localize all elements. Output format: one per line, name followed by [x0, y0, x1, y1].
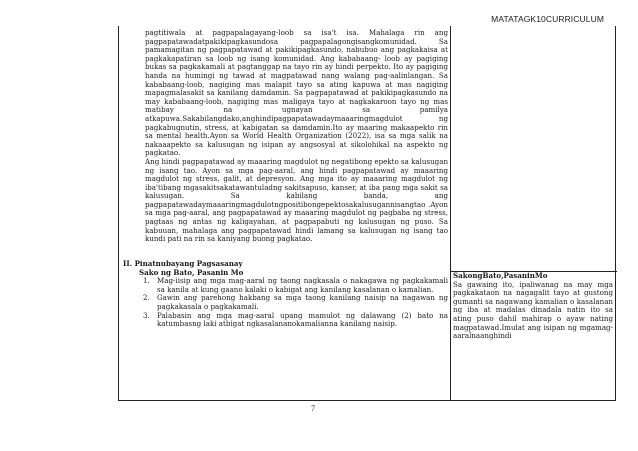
step-number: 1. [143, 276, 150, 286]
step-text: Gawin ang parehong hakbang sa mga taong kanilang naisip na nagawan ng pagkakasala o pagkakamali. [157, 293, 448, 311]
activity-title: Sako ng Bato, Pasanin Mo [139, 267, 244, 277]
activity-steps [119, 277, 448, 329]
section-title: II. Pinatnubayang Pagsasanay [123, 259, 243, 268]
curriculum-header: MATATAGK10CURRICULUM [491, 14, 604, 24]
list-item [119, 294, 448, 311]
notes-title: SakongBato,PasaninMo [453, 271, 548, 280]
list-item [119, 277, 448, 294]
lesson-table [118, 26, 616, 401]
step-text: Mag-iisip ang mga mag-aaral ng taong nagkasala o nakagawa ng pagkakamali sa kanila at kung gaano kalaki o kabigat ang kanilang kasalanan o kamalian. [157, 276, 448, 294]
page-number: 7 [311, 404, 315, 413]
notes-column [451, 26, 617, 400]
guided-practice-section [119, 260, 448, 329]
step-number: 2. [143, 293, 150, 303]
step-text: Palabasin ang mga mag-aaral upang mamulot ng dalawang (2) bato na katumbasng laki atbigat ngkasalananokamaliannа kanilang naisip. [157, 310, 448, 329]
discussion-text [145, 29, 448, 244]
notes-text: Sa gawaing ito, ipaliwanag na may mga pagkakataon na nagagalit tayo at gustong gumanti sa nagawang kamalian o kasalanan ng iba at madalas dinadala natin ito sa ating puso dahil mahirap o ayaw nating magpatawad.Imulat ang isipan ng mgamag-aaralnaanghindi [453, 279, 613, 341]
teacher-notes [453, 272, 613, 341]
paragraph-forgiveness-community: pagtitiwala at pagpapalagayang-loob sa isa't isa. Mahalaga rin ang pagpapatawadatpakikipagkasundosa pagpapalagongisangkomunidad. Sa pamamagitan ng pagpapatawad at pakikipagkasundo, nabubuo ang pagkakaisa at pagkakapatiran sa loob ng isang komunidad. Ang kababaang- loob ay pagiging bukas sa pagkakamali at pagtanggap na tayo rin ay hindi perpekto. Ito ay pagiging handa na humingi ng tawad at magpatawad nang walang pag-aalinlangan. Sa kababaang-loob, nagiging mas malapit tayo sa ating kapuwa at mas nagiging mapagmalasakit sa kanilang damdamin. Sa pagpapatawad at pakikipagkasundo na may kababaang-loob, nagiging mas maligaya tayo at nagkakaroon tayo ng mas matibay na ugnayan sa pamilya atkapuwa.Sakabilangdako,anghindipagpapatawadaymaaaringmagdulot ng pagkabugnutin, stress, at kabigatan sa damdamin.Ito ay maaring makaapekto rin sa mental health.Ayon sa World Health Organization (2022), isa sa mga salik na nakaaapekto sa kalusugan ng isipan ay angsosyal at sikolohikal na aspekto ng pagkatao. [145, 28, 448, 158]
paragraph-forgiveness-health: Ang hindi pagpapatawad ay maaaring magdulot ng negatibong epekto sa kalusugan ng isang tao. Ayon sa mga pag-aaral, ang hindi pagpapatawad ay maaaring magdulot ng stress, galit, at depresyon. Ang mga ito ay maaaring magdulot ng iba'tibang mgasakitsakatawantuladng sakitsapuso, kanser, at iba pang mga sakit sa kalusugan. Sa kabilang banda, ang pagpapatawadaymaaaringmagdulotngpositibongepektosakalusugannisangtao .Ayon sa mga pag-aaral, ang pagpapatawad ay maaaring magdulot ng pagbaba ng stress, pagtaas ng antas ng kaligayahan, at pagpapabuti ng kalusugan ng puso. Sa kabuuan, mahalaga ang pagpapatawad hindi lamang sa kalusugan ng isang tao kundi pati na rin sa kaniyang buong pagkatao. [145, 156, 449, 244]
step-number: 3. [143, 310, 150, 320]
main-column [119, 26, 451, 400]
list-item [119, 312, 448, 329]
